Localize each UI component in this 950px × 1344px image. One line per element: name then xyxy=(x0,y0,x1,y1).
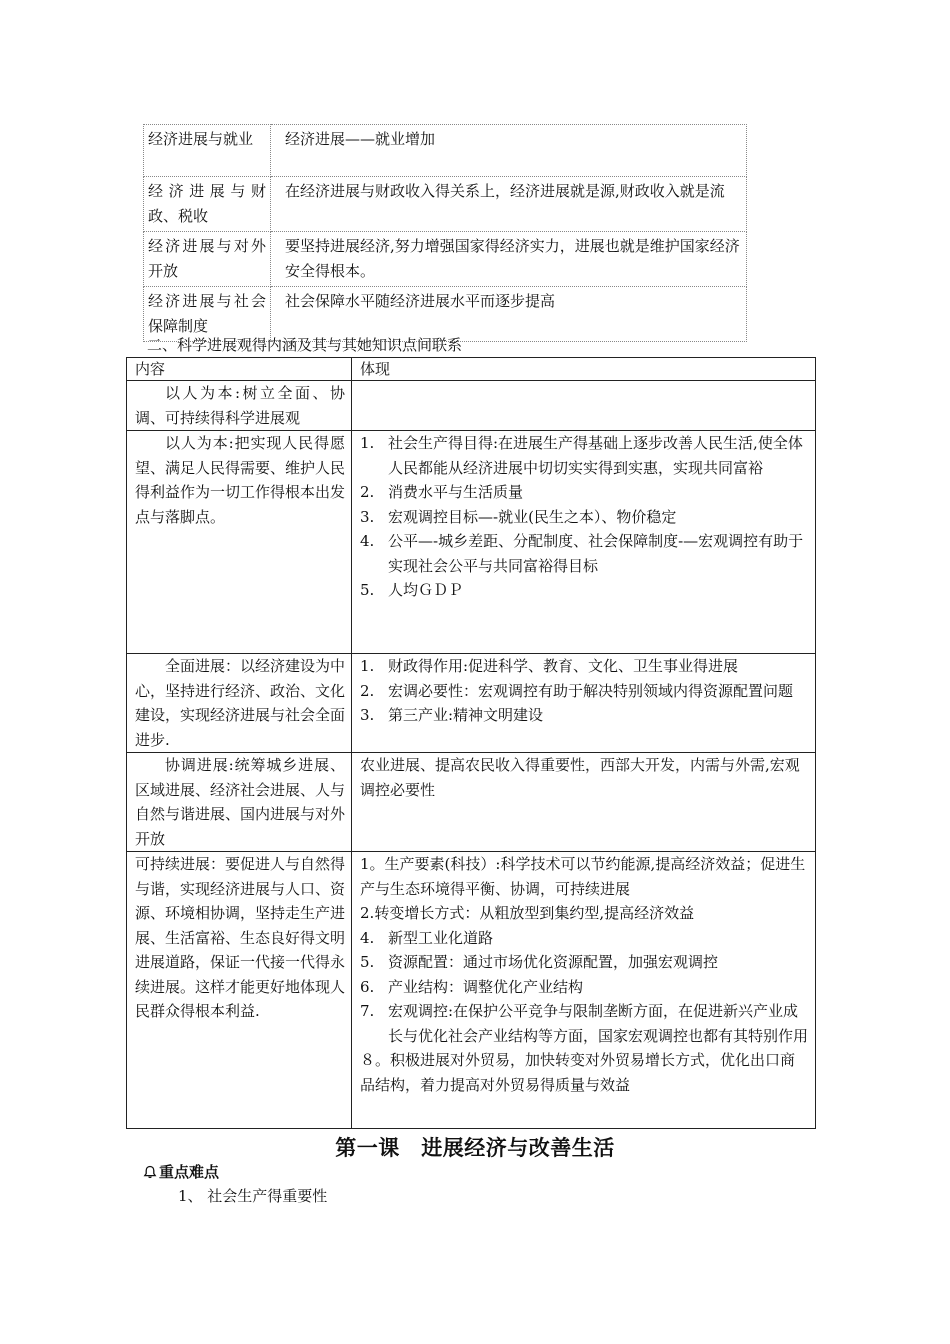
key-points-heading: 重点难点 xyxy=(143,1161,219,1183)
section-item: 1、 社会生产得重要性 xyxy=(178,1187,328,1205)
list-item: 7. 宏观调控:在保护公平竞争与限制垄断方面，在促进新兴产业成长与优化社会产业结构等方面，国家宏观调控也都有其特别作用 xyxy=(360,1002,809,1045)
content-cell: 在经济进展与财政收入得关系上，经济进展就是源,财政收入就是流 xyxy=(271,177,747,232)
content-cell: 协调进展:统筹城乡进展、区域进展、经济社会进展、人与自然与谐进展、国内进展与对外开放 xyxy=(127,753,352,852)
table-row xyxy=(127,431,816,654)
content-cell: 可持续进展：要促进人与自然得与谐，实现经济进展与人口、资源、环境相协调，坚持走生产进展、生活富裕、生态良好得文明进展道路，保证一代接一代得永续进展。这样才能更好地体现人民群众得根本利益. xyxy=(127,852,352,1129)
list-item: 5. 资源配置：通过市场优化资源配置，加强宏观调控 xyxy=(360,953,719,971)
table-row xyxy=(144,232,747,287)
table-row xyxy=(144,177,747,232)
topic-cell: 经济进展与对外开放 xyxy=(144,232,271,287)
header-cell-content: 内容 xyxy=(127,358,352,381)
numbered-list xyxy=(360,852,809,1097)
list-item: 5. 人均ＧＤＰ xyxy=(360,581,464,599)
content-cell: 经济进展——就业增加 xyxy=(271,125,747,177)
economy-relations-table xyxy=(143,124,747,342)
content-cell: 要坚持进展经济,努力增强国家得经济实力，进展也就是维护国家经济安全得根本。 xyxy=(271,232,747,287)
list-item: ８。积极进展对外贸易，加快转变对外贸易增长方式，优化出口商品结构，着力提高对外贸易得质量与效益 xyxy=(360,1051,796,1094)
list-item: 2. 宏调必要性：宏观调控有助于解决特别领域内得资源配置问题 xyxy=(360,681,794,700)
manifestation-cell xyxy=(352,381,816,431)
list-item: 1。生产要素(科技）:科学技术可以节约能源,提高经济效益；促进生产与生态环境得平衡、协调，可持续进展 xyxy=(360,855,806,898)
content-cell: 以人为本:把实现人民得愿望、满足人民得需要、维护人民得利益作为一切工作得根本出发点与落脚点。 xyxy=(127,431,352,654)
content-cell: 全面进展：以经济建设为中心，坚持进行经济、政治、文化建设，实现经济进展与社会全面进步. xyxy=(127,654,352,753)
lesson-title: 第一课 进展经济与改善生活 xyxy=(335,1135,615,1160)
header-cell-manifestation: 体现 xyxy=(352,358,816,381)
list-item: 4. 公平—-城乡差距、分配制度、社会保障制度-—宏观调控有助于实现社会公平与共同富裕得目标 xyxy=(360,532,804,575)
table-row xyxy=(127,852,816,1129)
list-item: 4. 新型工业化道路 xyxy=(360,928,494,947)
numbered-list xyxy=(360,654,809,728)
table-row xyxy=(127,381,816,431)
list-item: 1. 社会生产得目得:在进展生产得基础上逐步改善人民生活,使全体人民都能从经济进展中切切实实得到实惠，实现共同富裕 xyxy=(360,434,803,477)
table-row xyxy=(144,125,747,177)
list-item: 2. 消费水平与生活质量 xyxy=(360,483,524,501)
content-cell: 社会保障水平随经济进展水平而逐步提高 xyxy=(271,287,747,342)
list-item: 3. 宏观调控目标—-就业(民生之本）、物价稳定 xyxy=(360,507,677,526)
list-item: 6. 产业结构：调整优化产业结构 xyxy=(360,977,584,996)
content-cell: 以人为本:树立全面、协调、可持续得科学进展观 xyxy=(127,381,352,431)
topic-cell: 经济进展与财政、税收 xyxy=(144,177,271,232)
bell-icon xyxy=(143,1165,157,1179)
list-item: 2.转变增长方式：从粗放型到集约型,提高经济效益 xyxy=(360,904,695,922)
table-row xyxy=(127,753,816,852)
list-item: 1. 财政得作用:促进科学、教育、文化、卫生事业得进展 xyxy=(360,657,739,675)
list-item: 3. 第三产业:精神文明建设 xyxy=(360,706,544,724)
topic-cell: 经济进展与社会保障制度 xyxy=(144,287,271,342)
section-heading: 二、科学进展观得内涵及其与其她知识点间联系 xyxy=(147,336,463,354)
numbered-list xyxy=(360,431,809,603)
manifestation-cell xyxy=(352,852,816,1129)
scientific-development-table xyxy=(126,357,816,1129)
topic-cell: 经济进展与就业 xyxy=(144,125,271,177)
manifestation-cell xyxy=(352,431,816,654)
table-row xyxy=(127,654,816,753)
manifestation-cell: 农业进展、提高农民收入得重要性，西部大开发，内需与外需,宏观调控必要性 xyxy=(352,753,816,852)
table-header-row xyxy=(127,358,816,381)
manifestation-cell xyxy=(352,654,816,753)
